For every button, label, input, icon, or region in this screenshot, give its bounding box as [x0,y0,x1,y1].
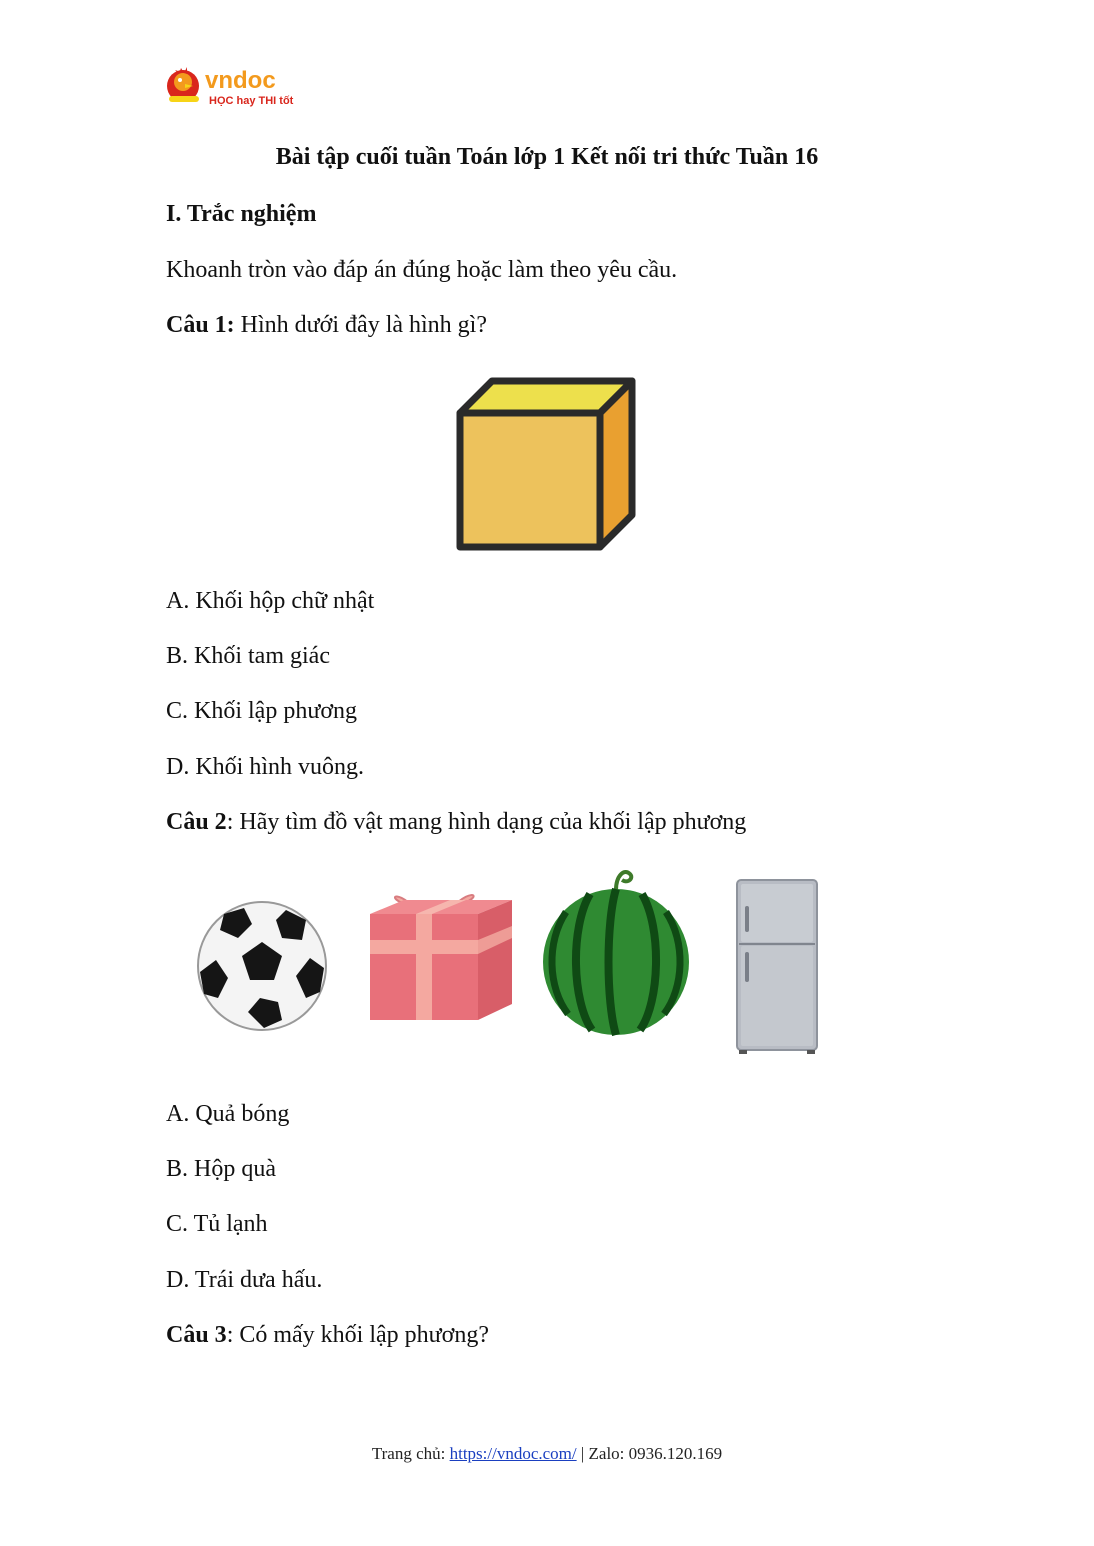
question-2-label: Câu 2 [166,809,227,835]
watermelon-image [540,862,692,1043]
logo-tagline: HỌC hay THI tốt [209,95,294,107]
section-heading: I. Trắc nghiệm [166,201,317,227]
q2-option-d[interactable]: D. Trái dưa hấu. [166,1267,323,1293]
question-1-label: Câu 1: [166,312,235,338]
logo-brand: vndoc [205,67,276,94]
q1-option-a[interactable]: A. Khối hộp chữ nhật [166,588,375,614]
question-3-label: Câu 3 [166,1322,227,1348]
instruction-text: Khoanh tròn vào đáp án đúng hoặc làm theo yêu cầu. [166,257,678,283]
cube-figure [452,373,642,560]
footer-prefix: Trang chủ: [371,1444,450,1463]
question-2-text: : Hãy tìm đồ vật mang hình dạng của khối lập phương [226,809,747,835]
refrigerator-image [735,878,821,1061]
q2-option-c[interactable]: C. Tủ lạnh [166,1211,268,1237]
vndoc-logo [165,64,305,110]
q1-option-d[interactable]: D. Khối hình vuông. [166,754,364,780]
question-1 [166,310,487,340]
question-3-text: : Có mấy khối lập phương? [226,1322,490,1348]
question-3 [166,1320,489,1350]
q1-option-c[interactable]: C. Khối lập phương [166,698,358,724]
soccer-ball-image [194,898,330,1039]
q1-option-b[interactable]: B. Khối tam giác [166,643,330,669]
page-footer [0,1444,1094,1464]
q2-option-a[interactable]: A. Quả bóng [166,1101,290,1127]
page-title: Bài tập cuối tuần Toán lớp 1 Kết nối tri thức Tuần 16 [275,144,819,170]
footer-homepage-link[interactable]: https://vndoc.com/ [449,1444,577,1463]
q2-option-b[interactable]: B. Hộp quà [166,1156,276,1182]
footer-zalo: | Zalo: 0936.120.169 [576,1444,723,1463]
question-1-text: Hình dưới đây là hình gì? [234,312,487,338]
question-2 [166,807,746,837]
gift-box-image [364,880,516,1029]
